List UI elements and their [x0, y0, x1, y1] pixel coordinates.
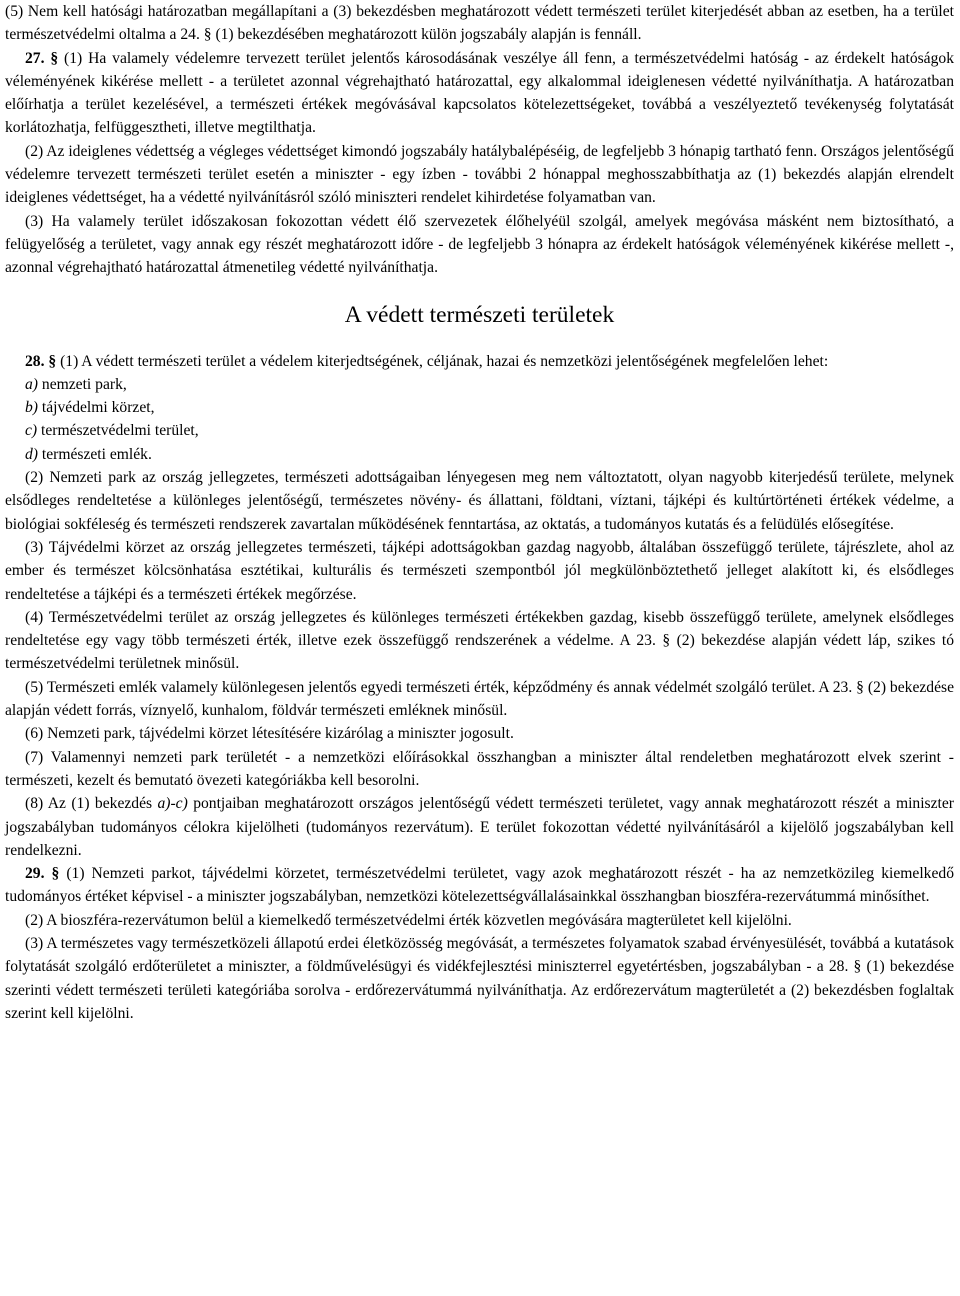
section-28-para-2: (2) Nemzeti park az ország jellegzetes, természeti adottságaiban lényegesen meg nem változtatott, olyan nagyobb kiterjedésű területe, melynek elsődleges rendeltetése a különleges jelentőségű, természetes növény- és állattani, földtani, víztani, tájképi és kultúrtörténeti értékek védelme, a biológiai sokféleség és természeti rendszerek zavartalan működésének fenntartása, az oktatás, a tudományos kutatás és a felüdülés elősegítése.: [5, 469, 954, 533]
section-27-para-3: (3) Ha valamely terület időszakosan fokozottan védett élő szervezetek élőhelyéül szolgál, amelyek megóvása másként nem biztosítható, a felügyelőség a területet, vagy annak egy részét meghatározott időre - de legfeljebb 3 hónapra az érdekelt hatóságok véleményének kikérése mellett -, azonnal végrehajtható határozattal átmenetileg védetté nyilváníthatja.: [5, 212, 954, 277]
list-text: tájvédelmi körzet,: [38, 399, 155, 417]
section-heading: A védett természeti területek: [344, 301, 615, 328]
list-item: [25, 396, 954, 419]
list-letter: b): [25, 399, 38, 417]
section-28-para-1-text: (1) A védett természeti terület a védelem kiterjedtségének, céljának, hazai és nemzetközi jelentőségének megfelelően lehet:: [56, 352, 829, 370]
section-27-number: 27. §: [25, 49, 59, 67]
section-28-para-6: (6) Nemzeti park, tájvédelmi körzet létesítésére kizárólag a miniszter jogosult.: [25, 725, 514, 743]
section-28-para-7: (7) Valamennyi nemzeti park területét - a nemzetközi előírásokkal összhangban a miniszter által rendeletben meghatározott elvek szerint - természeti, kezelt és bemutató övezeti kategóriákba kell besorolni.: [5, 748, 954, 789]
list-item: [25, 419, 954, 442]
section-29-para-1-text: (1) Nemzeti parkot, tájvédelmi körzetet, természetvédelmi területet, vagy azok meghatározott részét - ha az nemzetközileg kiemelkedő tudományos értéket képvisel - a miniszter jogszabályban, nemzetközi kötelezettségvállalásainkkal összhangban bioszféra-rezervátummá minősíthet.: [5, 865, 954, 906]
section-28-para-8-end: pontjaiban meghatározott országos jelentőségű védett természeti területet, vagy annak meghatározott részét a miniszter jogszabályban tudományos célokra kijelölheti (tudományos rezervátum). E terület fokozottan védetté nyilvánításáról a kijelölő jogszabályban kell rendelkezni.: [5, 795, 954, 859]
list-text: természeti emlék.: [38, 445, 152, 463]
section-28-list: [5, 373, 954, 466]
section-29-number: 29. §: [25, 865, 60, 883]
section-28-number: 28. §: [25, 352, 57, 370]
section-28-para-5: (5) Természeti emlék valamely különlegesen jelentős egyedi természeti érték, képződmény és annak védelmét szolgáló terület. A 23. § (2) bekezdése alapján védett forrás, víznyelő, kunhalom, földvár természeti emléknek minősül.: [5, 678, 954, 720]
list-letter: d): [25, 445, 38, 463]
section-27-para-2: (2) Az ideiglenes védettség a végleges védettséget kimondó jogszabály hatálybalépéséig, de legfeljebb 3 hónapig tartható fenn. Országos jelentőségű védelemre tervezett természeti terület esetén a miniszter - egy ízben - további 2 hónappal meghosszabbíthatja az (1) bekezdés alapján elrendelt ideiglenes védettséget, ha a védetté nyilvánításról szóló miniszteri rendelet kihirdetése folyamatban van.: [5, 142, 954, 207]
list-item: [25, 443, 954, 466]
section-29-para-3: (3) A természetes vagy természetközeli állapotú erdei életközösség megóvását, a természetes folyamatok szabad érvényesülését, továbbá a kutatások folytatását szolgáló erdőterületet a miniszter, a földművelésügyi és vidékfejlesztési miniszterrel egyetértésben, jogszabályban - a 28. § (1) bekezdése szerinti védett természeti területi kategóriába sorolva - erdőrezervátummá nyilváníthatja. Az erdőrezervátum magterületét a (2) bekezdésben foglaltak szerint kell kijelölni.: [5, 934, 954, 1022]
section-28-para-1: [5, 350, 954, 373]
section-27-para-1-text: (1) Ha valamely védelemre tervezett terület jelentős károsodásának veszélye áll fenn, a természetvédelmi hatóság - az érdekelt hatóságok véleményének kikérése mellett - a területet azonnal végrehajtható határozattal, egy alkalommal ideiglenesen védetté nyilváníthatja. A határozatban előírhatja a terület kezelésével, a természeti értékek megóvásával kapcsolatos kötelezettségeket, továbbá a veszélyeztető tevékenység folytatását korlátozhatja, felfüggesztheti, illetve megtilthatja.: [5, 49, 954, 137]
section-28-para-4: (4) Természetvédelmi terület az ország jellegzetes és különleges természeti értékekben gazdag, kisebb összefüggő területe, amelynek elsődleges rendeltetése egy vagy több természeti érték, illetve ezek összefüggő rendszerének a védelme. A 23. § (2) bekezdése alapján védett láp, szikes tó természetvédelmi területnek minősül.: [5, 608, 954, 673]
list-text: természetvédelmi terület,: [37, 422, 199, 440]
list-text: nemzeti park,: [38, 375, 127, 393]
list-item: [25, 373, 954, 396]
list-letter: c): [25, 422, 38, 440]
section-28-para-8-start: (8) Az (1) bekezdés: [25, 795, 158, 813]
section-27-para-1: [5, 47, 954, 140]
section-28-para-3: (3) Tájvédelmi körzet az ország jellegzetes természeti, tájképi adottságokban gazdag nagyobb, általában összefüggő területe, tájrészlete, ahol az ember és természet kölcsönhatása esztétikai, kulturális és természeti szempontból jól megkülönböztethető jelleget alakított ki, és elsődleges rendeltetése a tájképi és a természeti értékek megőrzése.: [5, 538, 954, 603]
paragraph-27-5: (5) Nem kell hatósági határozatban megállapítani a (3) bekezdésben meghatározott védett természeti terület kiterjedését abban az esetben, ha a terület természetvédelmi oltalma a 24. § (1) bekezdésében meghatározott külön jogszabály alapján is fennáll.: [5, 3, 954, 44]
list-letter: a): [25, 375, 38, 393]
section-29-para-1: [5, 862, 954, 909]
section-29-para-2: (2) A bioszféra-rezervátumon belül a kiemelkedő természetvédelmi érték közvetlen megóvására magterületet kell kijelölni.: [25, 911, 792, 929]
section-28-para-8: [5, 792, 954, 862]
section-28-para-8-ref: a)-c): [157, 795, 188, 813]
